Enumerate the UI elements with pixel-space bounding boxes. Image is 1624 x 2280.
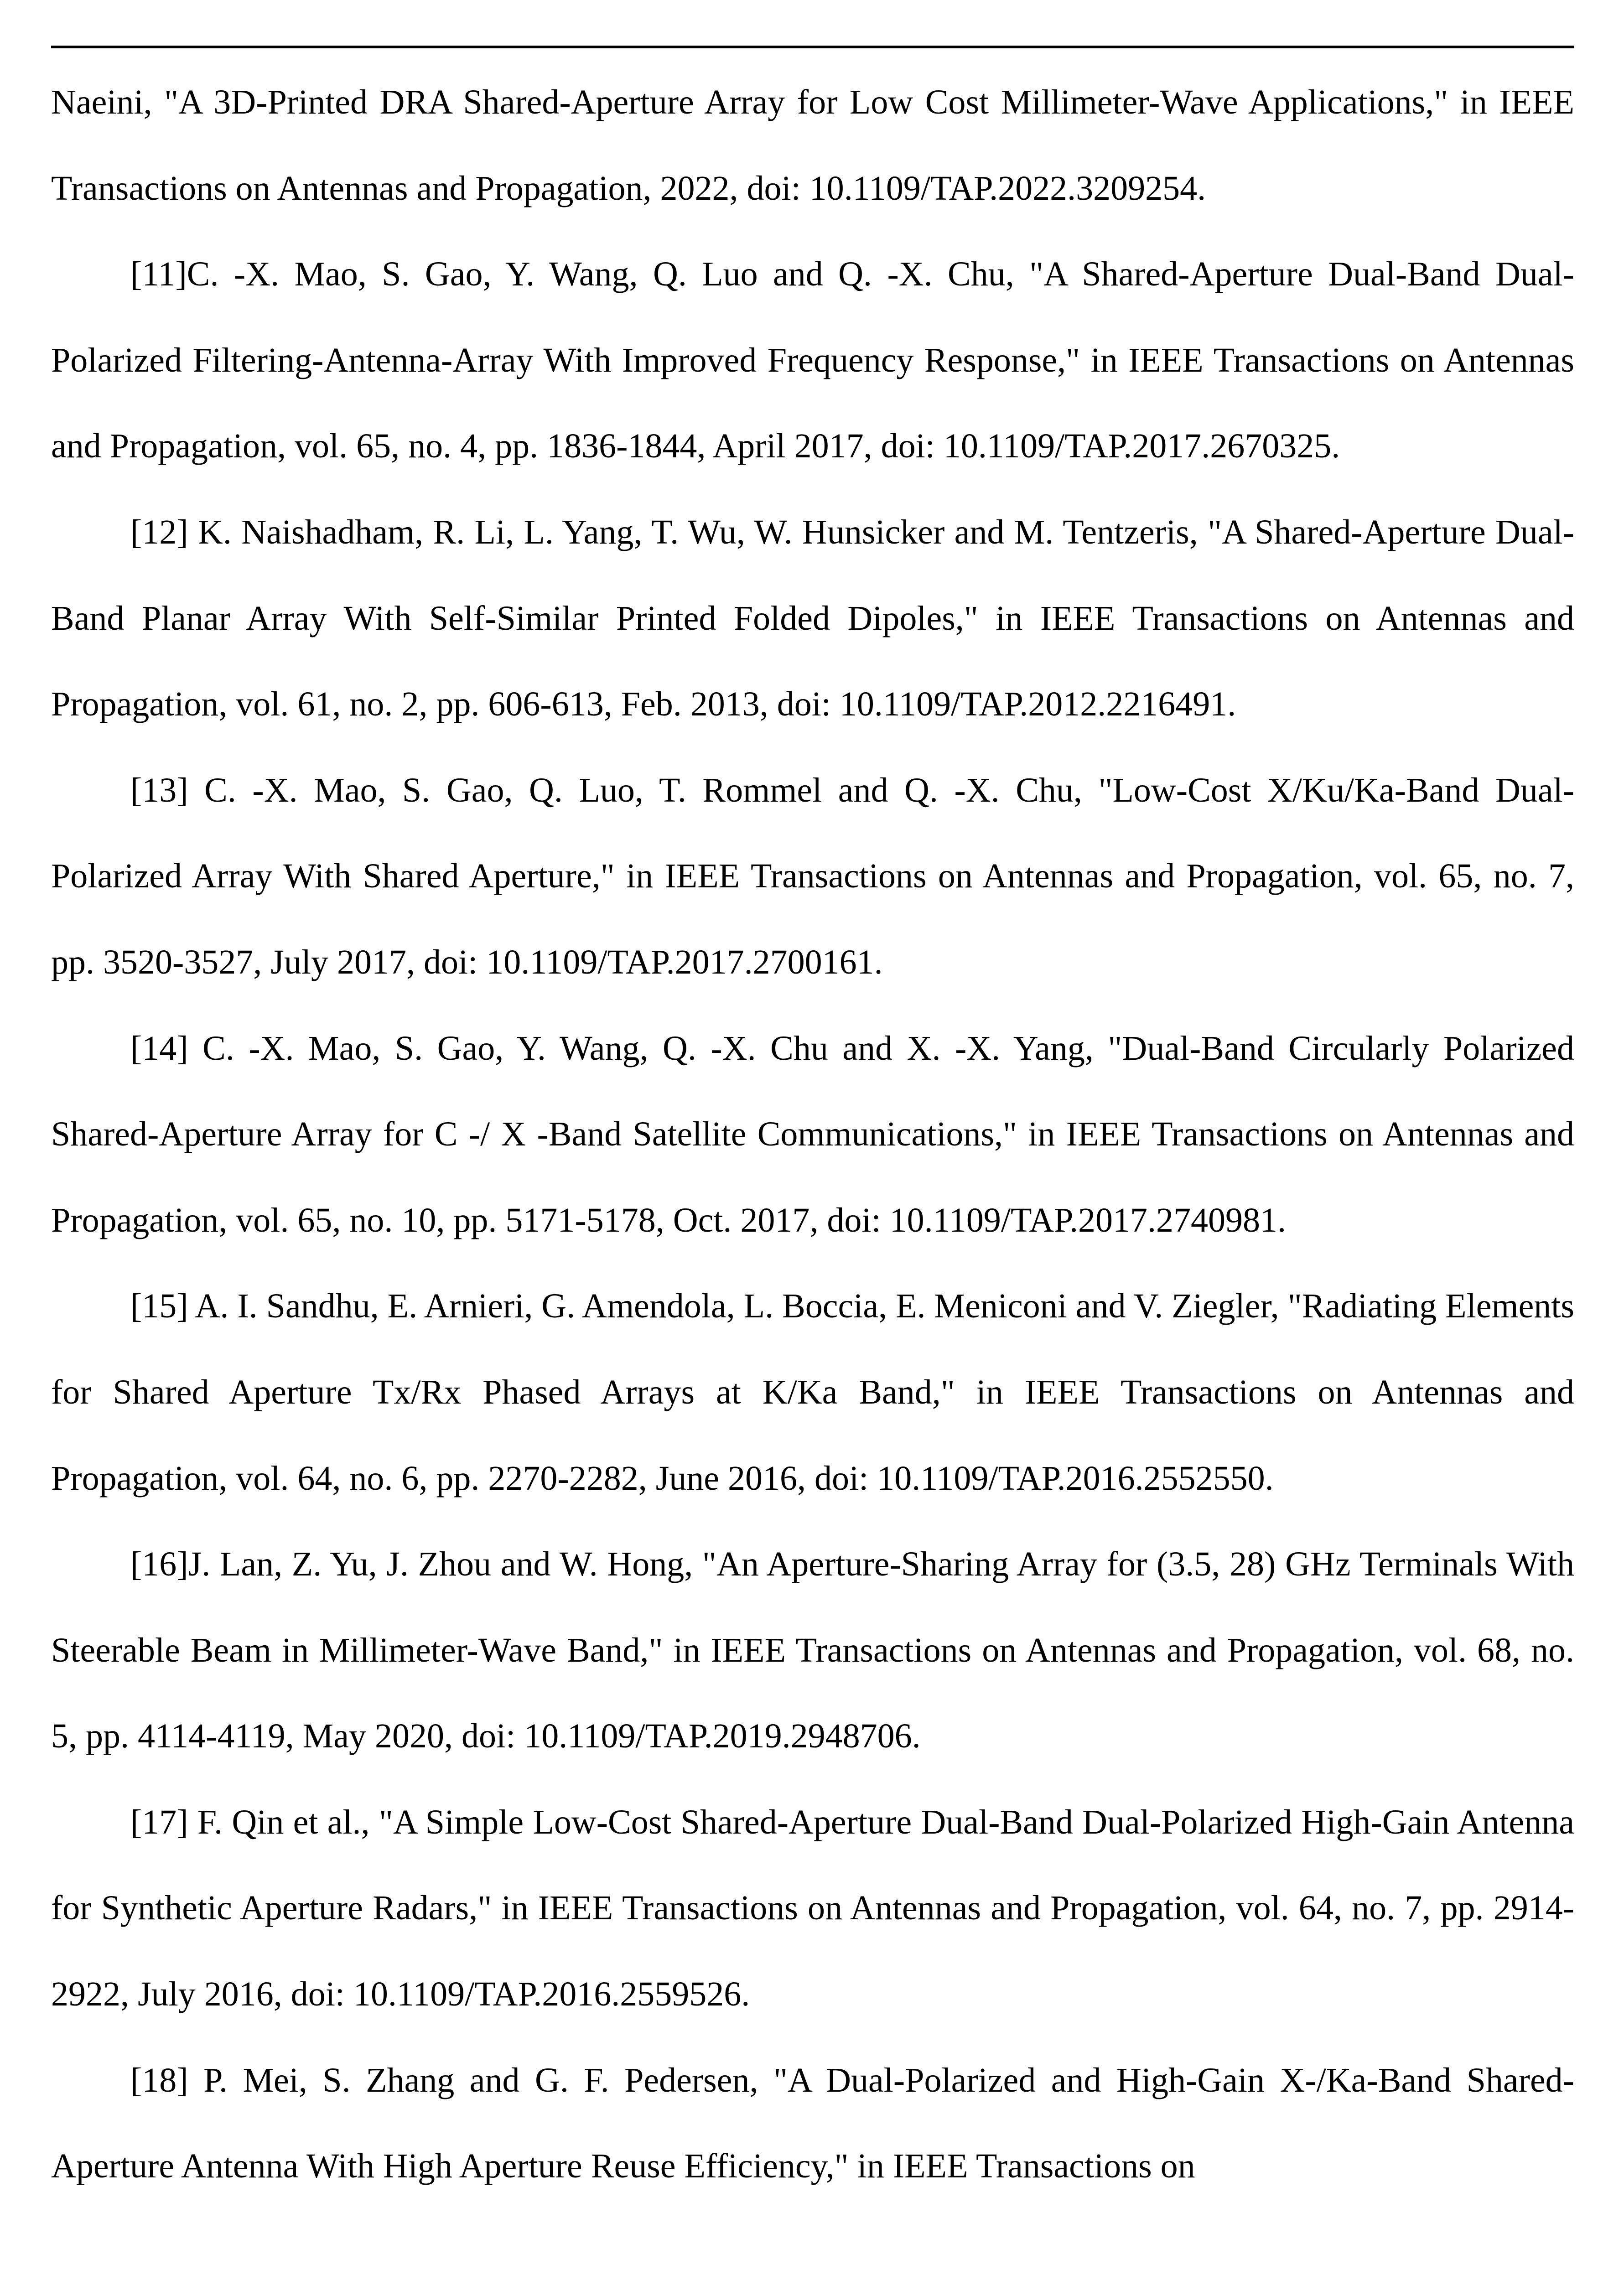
reference-label: [15] [130,1287,188,1326]
reference-15 [51,1263,1574,1521]
reference-text: C. -X. Mao, S. Gao, Y. Wang, Q. Luo and Q. -X. Chu, "A Shared-Aperture Dual-Band Dual-Polarized Filtering-Antenna-Array With Improved Frequency Response," in IEEE Transactions on Antennas and Propagation, vol. 65, no. 4, pp. 1836-1844, April 2017, doi: 10.1109/TAP.2017.2670325. [51,255,1574,466]
reference-text: Naeini, "A 3D-Printed DRA Shared-Aperture Array for Low Cost Millimeter-Wave Applications," in IEEE Transactions on Antennas and Propagation, 2022, doi: 10.1109/TAP.2022.3209254. [51,83,1574,207]
reference-label: [18] [130,2061,188,2099]
reference-text: K. Naishadham, R. Li, L. Yang, T. Wu, W. Hunsicker and M. Tentzeris, "A Shared-Aperture Dual-Band Planar Array With Self-Similar Printed Folded Dipoles," in IEEE Transactions on Antennas and Propagation, vol. 61, no. 2, pp. 606-613, Feb. 2013, doi: 10.1109/TAP.2012.2216491. [51,513,1574,724]
reference-label: [13] [130,771,188,809]
reference-13 [51,747,1574,1005]
reference-11 [51,231,1574,489]
reference-label: [16] [130,1545,188,1584]
reference-label: [11] [130,255,187,294]
reference-text: F. Qin et al., "A Simple Low-Cost Shared-Aperture Dual-Band Dual-Polarized High-Gain Antenna for Synthetic Aperture Radars," in IEEE Transactions on Antennas and Propagation, vol. 64, no. 7, pp. 2914-2922, July 2016, doi: 10.1109/TAP.2016.2559526. [51,1803,1574,2014]
reference-12 [51,489,1574,747]
reference-text: A. I. Sandhu, E. Arnieri, G. Amendola, L. Boccia, E. Meniconi and V. Ziegler, "Radiating Elements for Shared Aperture Tx/Rx Phased Arrays at K/Ka Band," in IEEE Transactions on Antennas and Propagation, vol. 64, no. 6, pp. 2270-2282, June 2016, doi: 10.1109/TAP.2016.2552550. [51,1287,1574,1498]
header-rule [51,46,1574,48]
reference-label: [14] [130,1029,188,1067]
reference-text: C. -X. Mao, S. Gao, Q. Luo, T. Rommel and Q. -X. Chu, "Low-Cost X/Ku/Ka-Band Dual-Polarized Array With Shared Aperture," in IEEE Transactions on Antennas and Propagation, vol. 65, no. 7, pp. 3520-3527, July 2017, doi: 10.1109/TAP.2017.2700161. [51,771,1574,981]
reference-label: [17] [130,1803,188,1841]
reference-text: P. Mei, S. Zhang and G. F. Pedersen, "A Dual-Polarized and High-Gain X-/Ka-Band Shared-Aperture Antenna With High Aperture Reuse Efficiency," in IEEE Transactions on [51,2061,1574,2186]
reference-text: J. Lan, Z. Yu, J. Zhou and W. Hong, "An Aperture-Sharing Array for (3.5, 28) GHz Terminals With Steerable Beam in Millimeter-Wave Band," in IEEE Transactions on Antennas and Propagation, vol. 68, no. 5, pp. 4114-4119, May 2020, doi: 10.1109/TAP.2019.2948706. [51,1545,1574,1756]
reference-label: [12] [130,513,188,551]
reference-continuation [51,59,1574,231]
reference-16 [51,1521,1574,1779]
reference-17 [51,1779,1574,2037]
reference-list [51,59,1574,2209]
reference-14 [51,1005,1574,1264]
reference-18 [51,2037,1574,2209]
reference-text: C. -X. Mao, S. Gao, Y. Wang, Q. -X. Chu and X. -X. Yang, "Dual-Band Circularly Polarized Shared-Aperture Array for C -/ X -Band Satellite Communications," in IEEE Transactions on Antennas and Propagation, vol. 65, no. 10, pp. 5171-5178, Oct. 2017, doi: 10.1109/TAP.2017.2740981. [51,1029,1574,1239]
